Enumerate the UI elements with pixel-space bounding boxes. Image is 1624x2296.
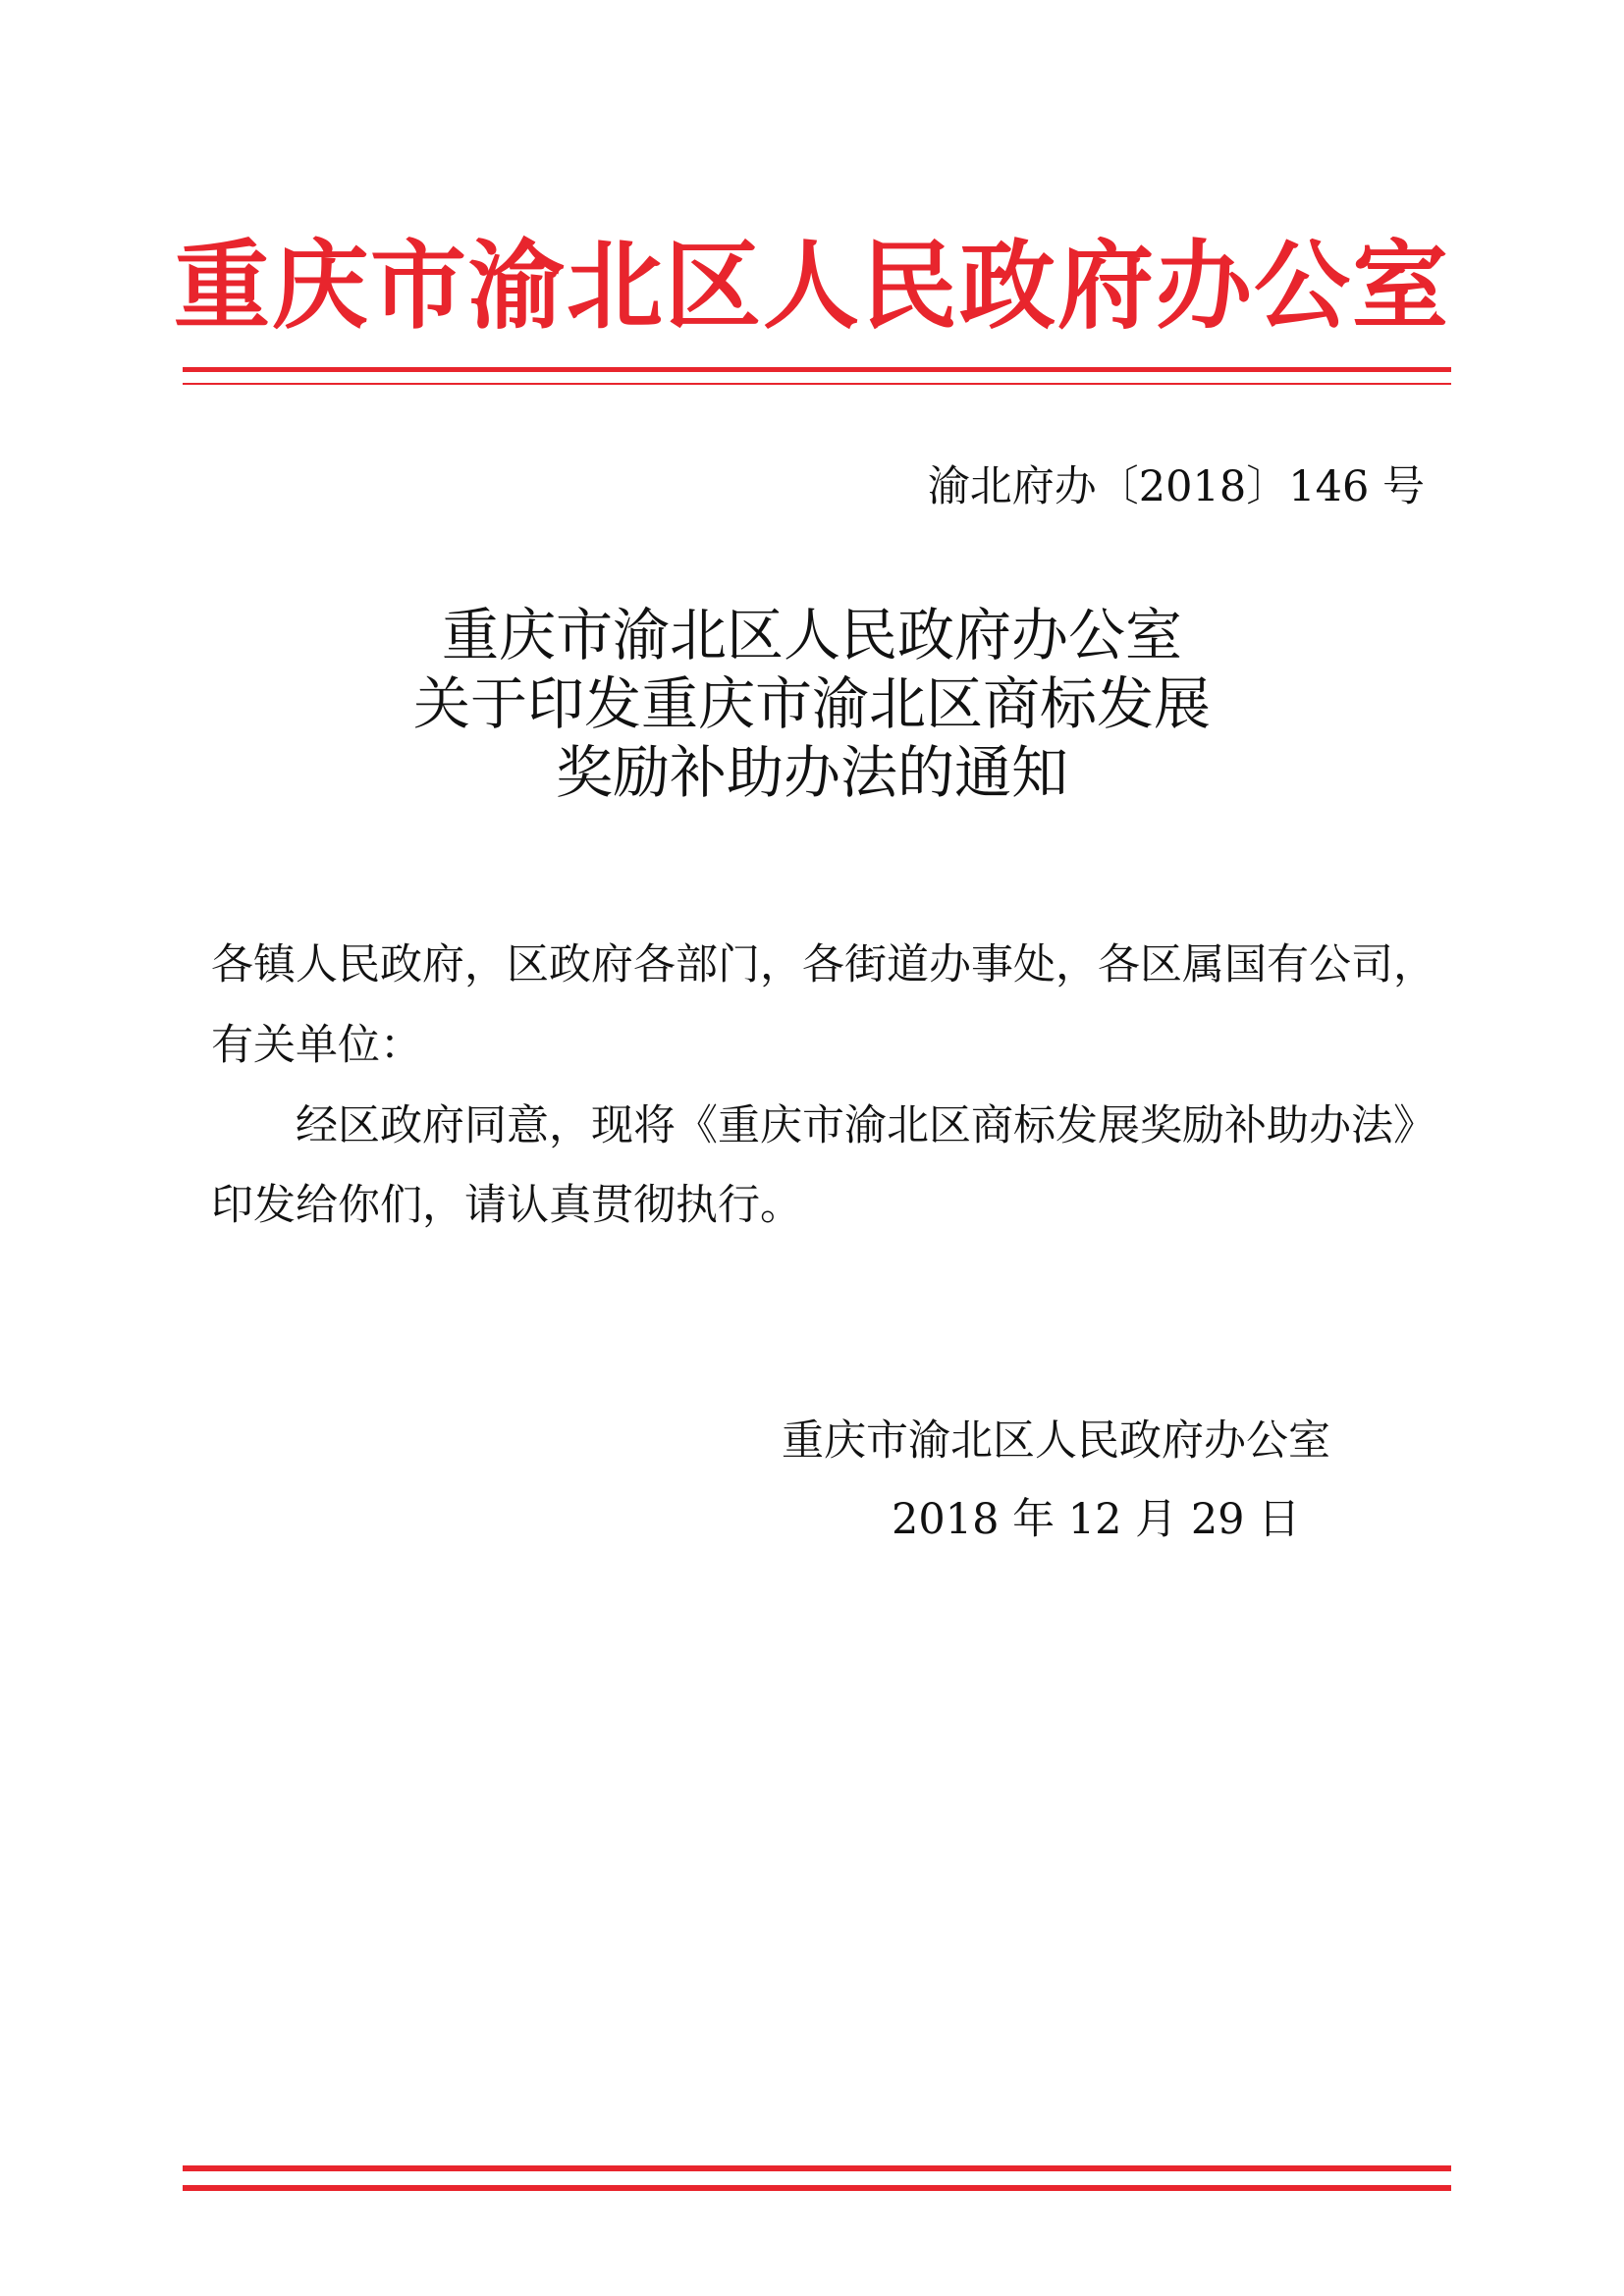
- paragraph-line-1: 经区政府同意，现将《重庆市渝北区商标发展奖励补助办法》: [296, 1101, 1435, 1150]
- footer-rule-bottom: [183, 2185, 1451, 2191]
- title-line-1: 重庆市渝北区人民政府办公室: [441, 602, 1182, 668]
- title-line-2: 关于印发重庆市渝北区商标发展: [412, 670, 1211, 737]
- recipients-line-1: 各镇人民政府，区政府各部门，各街道办事处，各区属国有公司，: [211, 940, 1435, 989]
- document-number: 渝北府办〔2018〕146 号: [927, 462, 1425, 511]
- paragraph-line-2: 印发给你们，请认真贯彻执行。: [211, 1181, 802, 1230]
- header-rule-thin: [183, 383, 1451, 385]
- issue-date: 2018 年 12 月 29 日: [892, 1495, 1301, 1544]
- issuer-masthead: 重庆市渝北区人民政府办公室: [173, 230, 1450, 343]
- signature: 重庆市渝北区人民政府办公室: [782, 1416, 1330, 1466]
- header-rule-thick: [183, 367, 1451, 372]
- footer-rule-top: [183, 2165, 1451, 2171]
- title-line-3: 奖励补助办法的通知: [555, 739, 1068, 806]
- document-title: [0, 601, 1624, 807]
- recipients-line-2: 有关单位：: [211, 1021, 422, 1070]
